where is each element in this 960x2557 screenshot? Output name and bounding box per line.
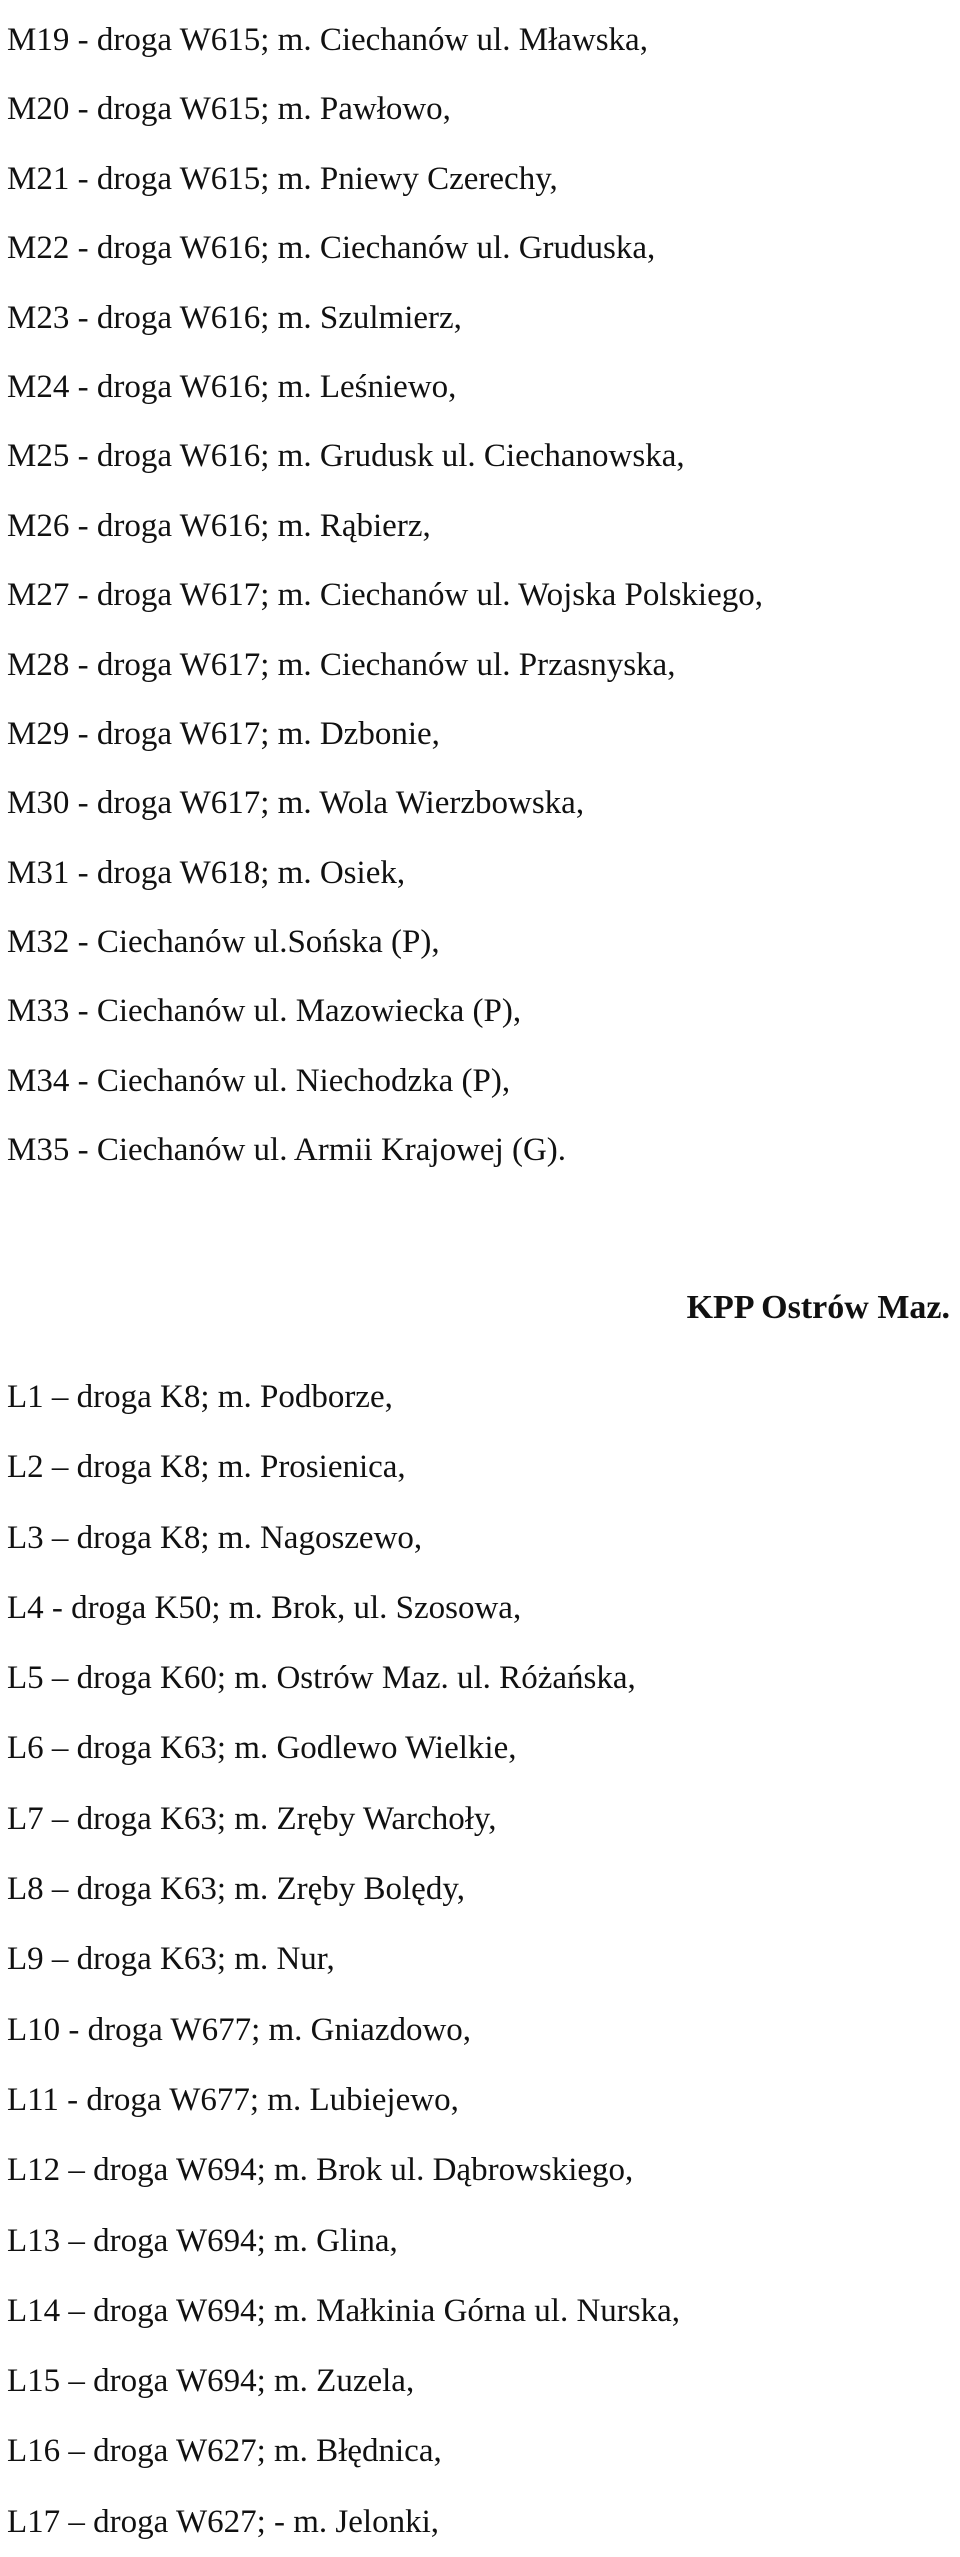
list-item: L12 – droga W694; m. Brok ul. Dąbrowskiego, [7,2152,634,2189]
list-item: M31 - droga W618; m. Osiek, [7,854,406,891]
list-item: L7 – droga K63; m. Zręby Warchoły, [7,1800,497,1837]
list-item: L3 – droga K8; m. Nagoszewo, [7,1519,423,1556]
list-item: M27 - droga W617; m. Ciechanów ul. Wojska Polskiego, [7,577,763,614]
list-item: L4 - droga K50; m. Brok, ul. Szosowa, [7,1589,522,1626]
list-item: L5 – droga K60; m. Ostrów Maz. ul. Różańska, [7,1660,636,1697]
list-item: L15 – droga W694; m. Zuzela, [7,2363,415,2400]
list-item: L6 – droga K63; m. Godlewo Wielkie, [7,1730,517,1767]
list-item: L2 – droga K8; m. Prosienica, [7,1449,406,1486]
list-item: M29 - droga W617; m. Dzbonie, [7,715,440,752]
list-item: L13 – droga W694; m. Glina, [7,2222,398,2259]
list-item: M25 - droga W616; m. Grudusk ul. Ciechanowska, [7,438,685,475]
checkpoint-list-l [7,1362,680,2557]
list-item: M26 - droga W616; m. Rąbierz, [7,507,431,544]
list-item: L14 – droga W694; m. Małkinia Górna ul. Nurska, [7,2292,681,2329]
list-item: M28 - droga W617; m. Ciechanów ul. Przasnyska, [7,646,676,683]
list-item: M35 - Ciechanów ul. Armii Krajowej (G). [7,1132,567,1169]
checkpoint-list-m [7,6,763,1186]
list-item: M21 - droga W615; m. Pniewy Czerechy, [7,160,558,197]
list-item: L17 – droga W627; - m. Jelonki, [7,2503,439,2540]
list-item: L9 – droga K63; m. Nur, [7,1941,335,1978]
list-item: M20 - droga W615; m. Pawłowo, [7,91,451,128]
list-item: M30 - droga W617; m. Wola Wierzbowska, [7,785,585,822]
list-item: M19 - droga W615; m. Ciechanów ul. Mławska, [7,22,648,58]
list-item: M34 - Ciechanów ul. Niechodzka (P), [7,1062,511,1099]
list-item: M33 - Ciechanów ul. Mazowiecka (P), [7,993,522,1030]
list-item: M24 - droga W616; m. Leśniewo, [7,368,457,405]
list-item: M22 - droga W616; m. Ciechanów ul. Gruduska, [7,230,656,267]
list-item: M23 - droga W616; m. Szulmierz, [7,299,462,336]
list-item: M32 - Ciechanów ul.Sońska (P), [7,924,440,961]
list-item: L1 – droga K8; m. Podborze, [7,1379,393,1415]
list-item: L11 - droga W677; m. Lubiejewo, [7,2081,459,2118]
list-item: L10 - droga W677; m. Gniazdowo, [7,2011,472,2048]
list-item: L8 – droga K63; m. Zręby Bolędy, [7,1871,465,1908]
list-item: L16 – droga W627; m. Błędnica, [7,2433,442,2470]
section-heading: KPP Ostrów Maz. [686,1289,950,1326]
